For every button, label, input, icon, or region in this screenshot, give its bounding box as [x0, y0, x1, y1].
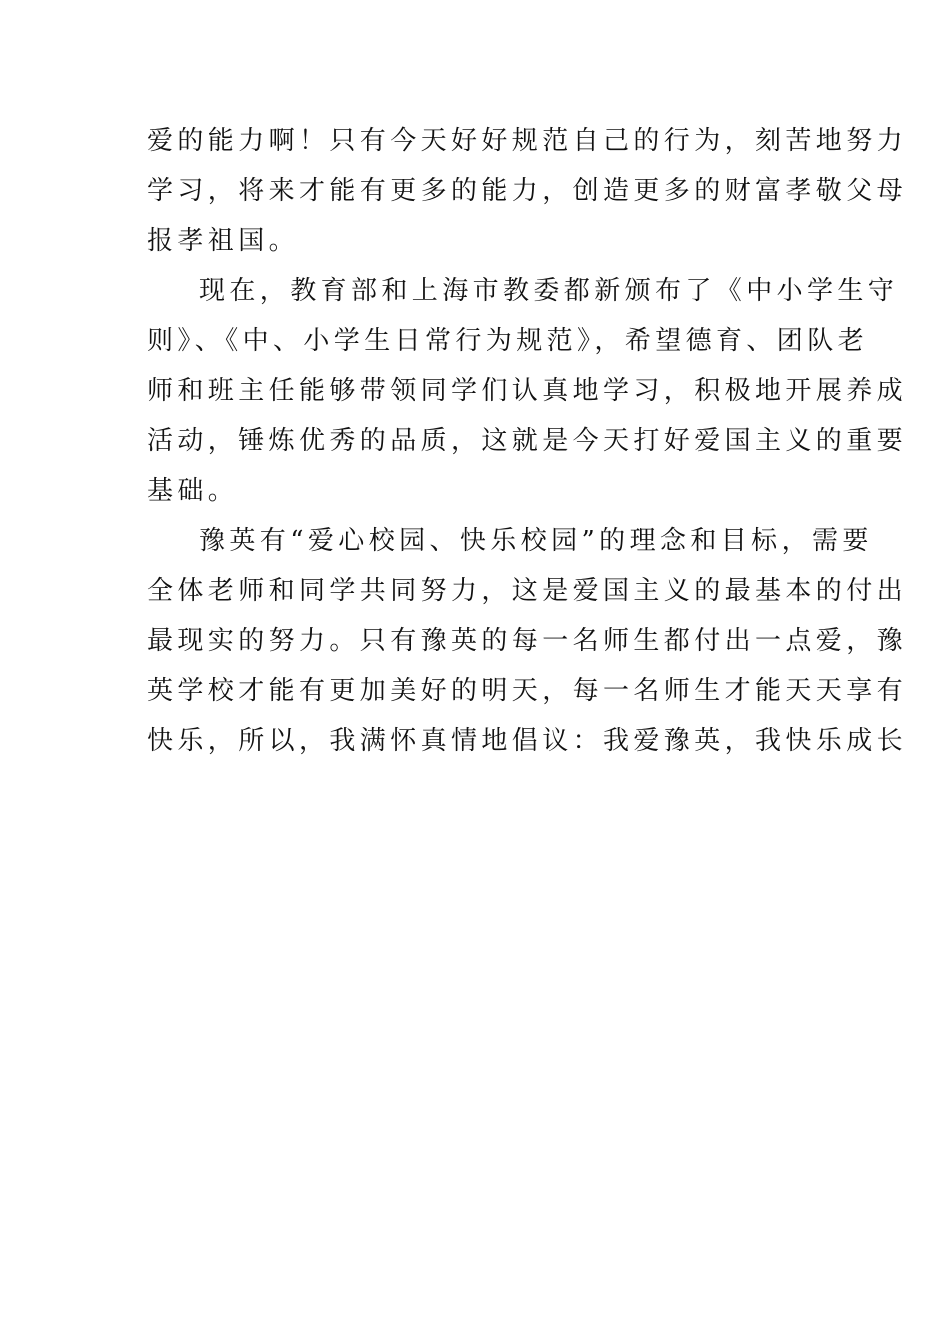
paragraph-line: 豫英有“爱心校园、快乐校园”的理念和目标，需要 — [199, 526, 873, 556]
paragraph-line: 学习，将来才能有更多的能力，创造更多的财富孝敬父母 — [147, 176, 908, 206]
paragraph-line: 最现实的努力。只有豫英的每一名师生都付出一点爱，豫 — [147, 626, 908, 656]
paragraph-line: 活动，锤炼优秀的品质，这就是今天打好爱国主义的重要 — [147, 426, 908, 456]
document-body — [147, 116, 908, 766]
paragraph-line: 现在，教育部和上海市教委都新颁布了《中小学生守 — [199, 276, 899, 306]
paragraph-3 — [147, 516, 908, 766]
paragraph-line: 报孝祖国。 — [147, 226, 300, 256]
paragraph-line: 基础。 — [147, 476, 239, 506]
paragraph-line: 师和班主任能够带领同学们认真地学习，积极地开展养成 — [147, 376, 908, 406]
paragraph-line: 快乐，所以，我满怀真情地倡议：我爱豫英，我快乐成长 — [147, 726, 908, 756]
paragraph-line: 爱的能力啊！只有今天好好规范自己的行为，刻苦地努力 — [147, 126, 908, 156]
paragraph-2 — [147, 266, 908, 516]
paragraph-line: 全体老师和同学共同努力，这是爱国主义的最基本的付出 — [147, 576, 908, 606]
paragraph-line: 则》、《中、小学生日常行为规范》，希望德育、团队老 — [147, 326, 869, 356]
paragraph-1 — [147, 116, 908, 266]
paragraph-line: 英学校才能有更加美好的明天，每一名师生才能天天享有 — [147, 676, 908, 706]
